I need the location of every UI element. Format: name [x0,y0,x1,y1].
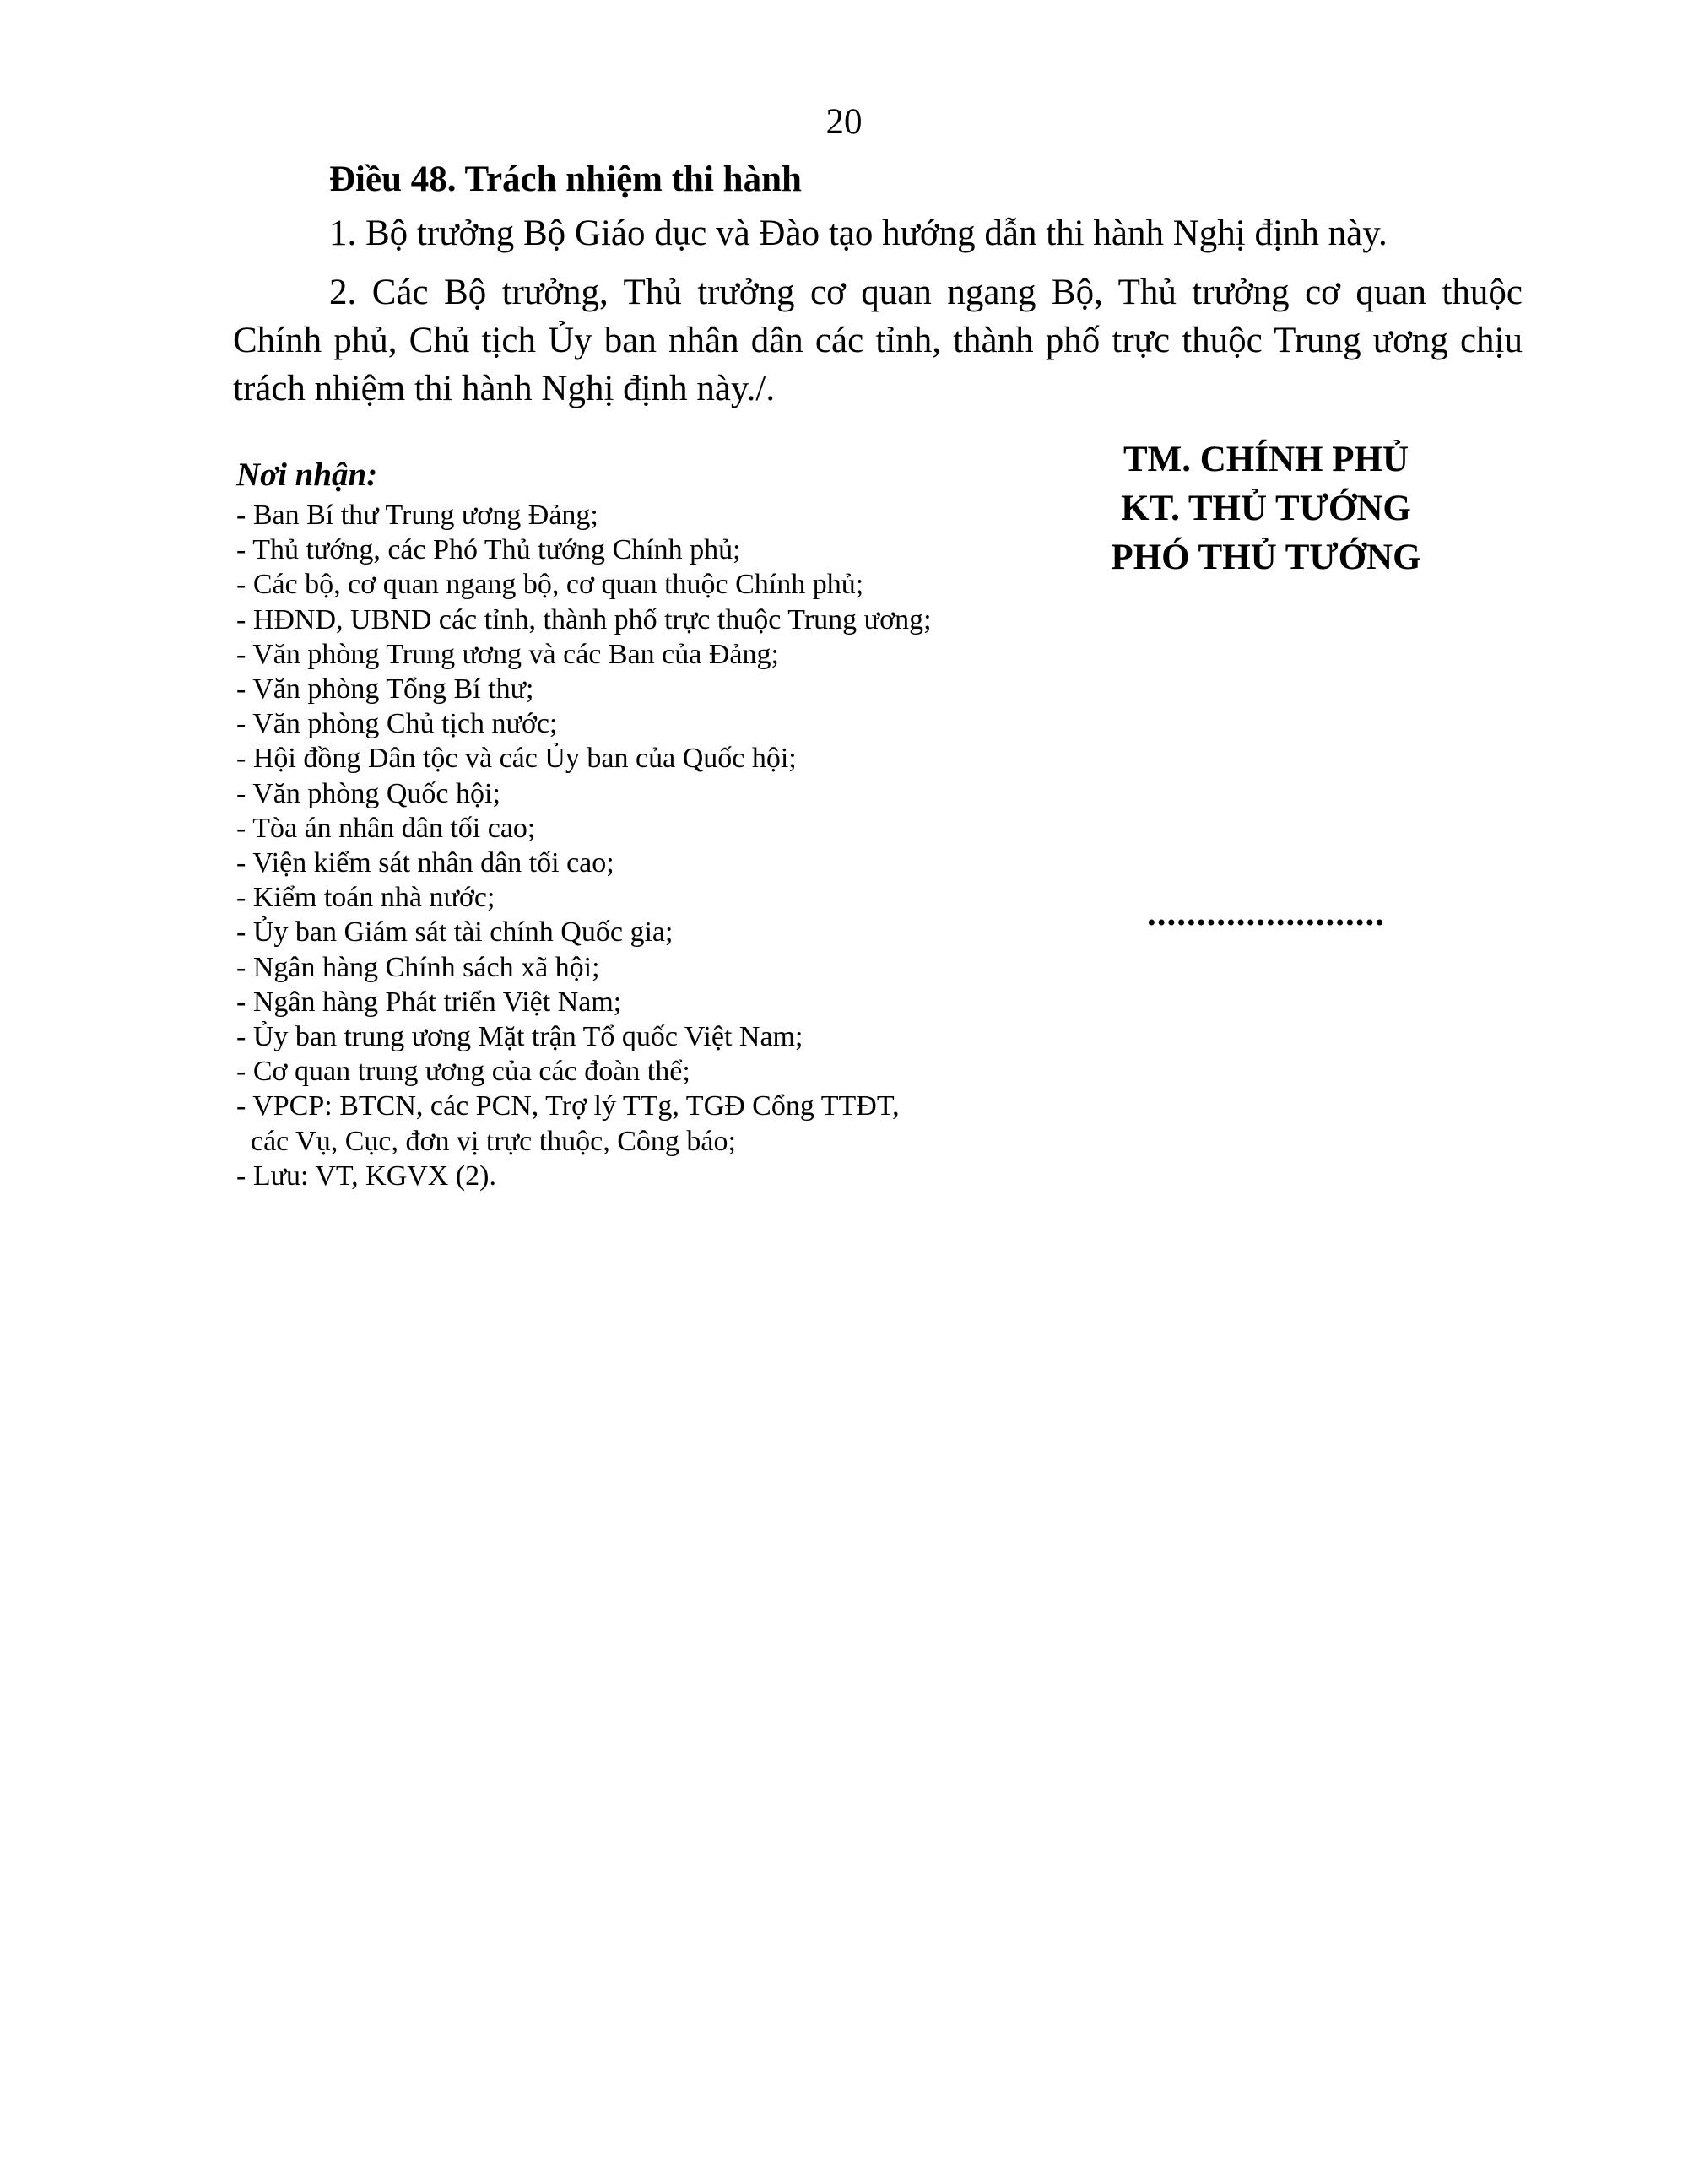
recipient-item: - Văn phòng Trung ương và các Ban của Đảng; [236,638,779,670]
recipient-item: - Viện kiểm sát nhân dân tối cao; [236,847,614,879]
article-paragraph-2: 2. Các Bộ trưởng, Thủ trưởng cơ quan ngang Bộ, Thủ trưởng cơ quan thuộc Chính phủ, Chủ tịch Ủy ban nhân dân các tỉnh, thành phố trực thuộc Trung ương chịu trách nhiệm thi hành Nghị định này./. [233,273,1523,408]
signature-line-1: TM. CHÍNH PHỦ [1123,440,1409,479]
recipient-item: - Lưu: VT, KGVX (2). [236,1160,497,1192]
recipient-item: - Kiểm toán nhà nước; [236,882,495,914]
recipient-item: - Văn phòng Tổng Bí thư; [236,673,534,705]
recipients-title: Nơi nhận: [236,457,378,493]
signature-line-2: KT. THỦ TƯỚNG [1121,489,1411,528]
recipient-item: - Văn phòng Chủ tịch nước; [236,708,558,740]
article-paragraph-1: 1. Bộ trưởng Bộ Giáo dục và Đào tạo hướng dẫn thi hành Nghị định này. [329,214,1388,253]
article-heading: Điều 48. Trách nhiệm thi hành [329,159,802,199]
recipients-section [236,454,996,1193]
page-number: 20 [825,102,863,142]
recipient-item: - Tòa án nhân dân tối cao; [236,812,536,844]
recipient-item: - Hội đồng Dân tộc và các Ủy ban của Quốc hội; [236,743,797,775]
signer-name-placeholder: ........................ [1147,894,1385,933]
recipient-item: - HĐND, UBND các tỉnh, thành phố trực thuộc Trung ương; [236,603,932,635]
signature-line-3: PHÓ THỦ TƯỚNG [1111,538,1421,577]
recipient-item: - Ban Bí thư Trung ương Đảng; [236,500,598,531]
recipient-item: - Ngân hàng Chính sách xã hội; [236,951,600,983]
recipient-item: - Các bộ, cơ quan ngang bộ, cơ quan thuộc Chính phủ; [236,569,864,601]
recipient-item: - Cơ quan trung ương của các đoàn thể; [236,1056,690,1088]
recipient-item: - Văn phòng Quốc hội; [236,777,500,809]
recipient-item: các Vụ, Cục, đơn vị trực thuộc, Công báo; [236,1125,736,1157]
recipient-item: - VPCP: BTCN, các PCN, Trợ lý TTg, TGĐ Cổng TTĐT, [236,1090,900,1122]
recipients-list [236,498,996,1193]
recipient-item: - Ngân hàng Phát triển Việt Nam; [236,986,622,1018]
signature-block [1047,435,1485,582]
recipient-item: - Ủy ban Giám sát tài chính Quốc gia; [236,916,674,949]
recipient-item: - Ủy ban trung ương Mặt trận Tổ quốc Việt Nam; [236,1021,803,1053]
recipient-item: - Thủ tướng, các Phó Thủ tướng Chính phủ; [236,534,741,566]
